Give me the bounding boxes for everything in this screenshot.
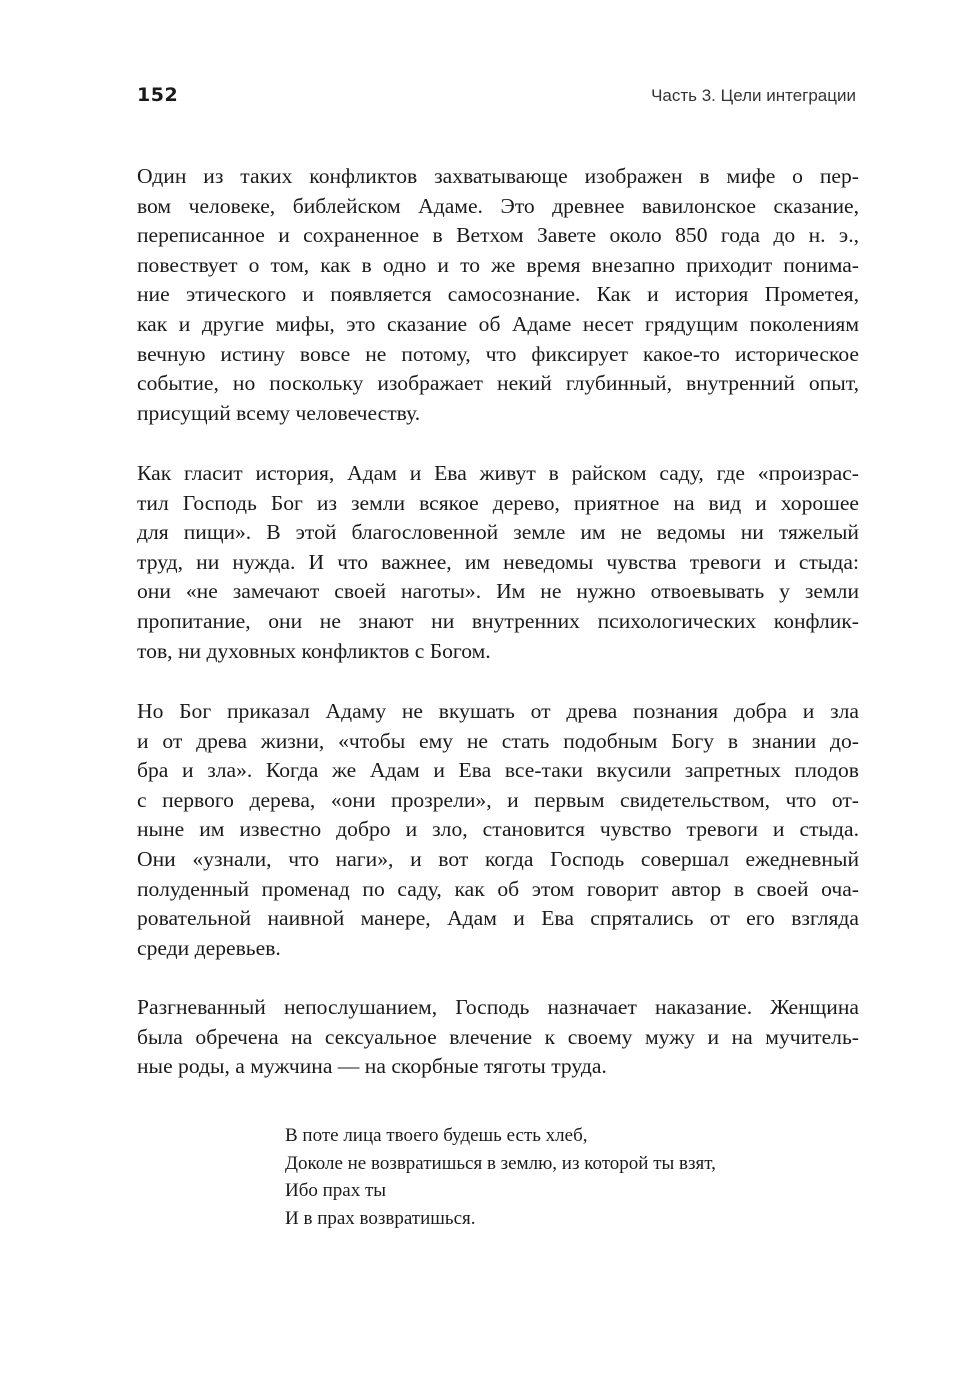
paragraph (137, 697, 859, 963)
text-line: Они «узнали, что наги», и вот когда Господь совершал ежедневный (137, 846, 859, 871)
text-line: была обречена на сексуальное влечение к своему мужу и на мучитель- (137, 1024, 859, 1049)
text-line: тов, ни духовных конфликтов с Богом. (137, 638, 491, 663)
text-line: полуденный променад по саду, как об этом говорит автор в своей оча- (137, 876, 859, 901)
text-line: событие, но поскольку изображает некий глубинный, внутренний опыт, (137, 371, 859, 396)
text-line: Один из таких конфликтов захватывающе изображен в мифе о пер- (137, 164, 859, 188)
text-line: для пищи». В этой благословенной земле им не ведомы ни тяжелый (137, 520, 859, 545)
text-line: труд, ни нужда. И что важнее, им неведомы чувства тревоги и стыда: (137, 549, 859, 574)
text-line: бра и зла». Когда же Адам и Ева все-таки вкусили запретных плодов (137, 758, 859, 783)
text-line: и от древа жизни, «чтобы ему не стать подобным Богу в знании до- (137, 728, 859, 753)
verse-line: Доколе не возвратишься в землю, из которой ты взят, (285, 1152, 716, 1174)
text-line: пропитание, они не знают ни внутренних психологических конфлик- (137, 608, 859, 633)
running-title: Часть 3. Цели интеграции (651, 86, 856, 105)
text-line: вечную истину вовсе не потому, что фиксирует какое-то историческое (137, 341, 859, 366)
text-line: с первого дерева, «они прозрели», и первым свидетельством, что от- (137, 787, 859, 812)
text-line: ные роды, а мужчина — на скорбные тяготы труда. (137, 1054, 607, 1079)
text-line: как и другие мифы, это сказание об Адаме несет грядущим поколениям (137, 311, 859, 336)
text-line: ровательной наивной манере, Адам и Ева спрятались от его взгляда (137, 906, 859, 931)
text-line: присущий всему человечеству. (137, 400, 421, 425)
paragraph (137, 993, 859, 1082)
paragraph (137, 459, 859, 666)
verse-line: И в прах возвратишься. (285, 1207, 476, 1229)
verse-line: В поте лица твоего будешь есть хлеб, (285, 1125, 588, 1146)
text-line: среди деревьев. (137, 935, 281, 960)
text-line: Как гласит история, Адам и Ева живут в райском саду, где «произрас- (137, 461, 859, 485)
text-line: ныне им известно добро и зло, становится чувство тревоги и стыда. (137, 817, 859, 842)
text-line: Разгневанный непослушанием, Господь назначает наказание. Женщина (137, 995, 859, 1019)
text-line: вом человеке, библейском Адаме. Это древнее вавилонское сказание, (137, 193, 859, 218)
text-line: переписанное и сохраненное в Ветхом Завете около 850 года до н. э., (137, 223, 859, 248)
verse-line: Ибо прах ты (285, 1180, 387, 1201)
verse-quote (285, 1122, 716, 1232)
text-line: ние этического и появляется самосознание. Как и история Прометея, (137, 282, 859, 307)
paragraph (137, 162, 859, 428)
text-line: Но Бог приказал Адаму не вкушать от древа познания добра и зла (137, 699, 859, 723)
text-line: они «не замечают своей наготы». Им не нужно отвоевывать у земли (137, 579, 859, 604)
page-number: 152 (137, 84, 179, 106)
text-line: повествует о том, как в одно и то же время внезапно приходит понима- (137, 252, 859, 277)
text-line: тил Господь Бог из земли всякое дерево, приятное на вид и хорошее (137, 490, 859, 515)
